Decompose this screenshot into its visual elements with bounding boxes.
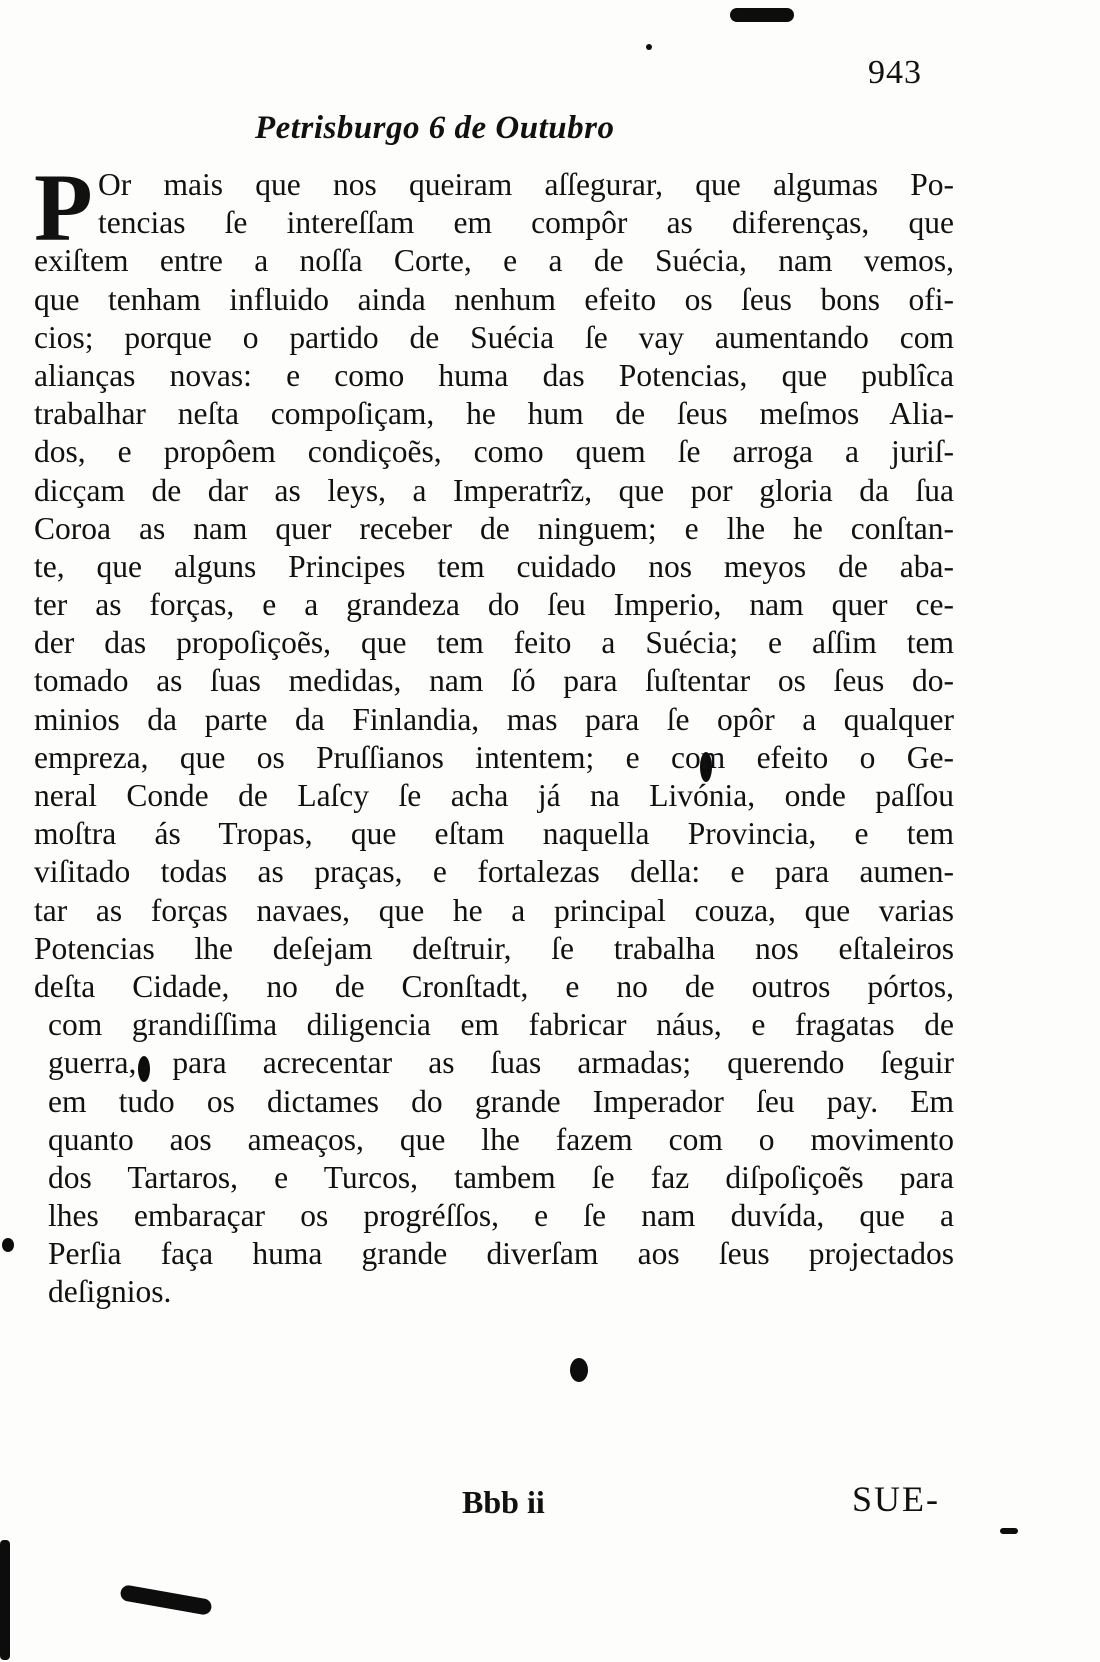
ink-smudge [1000, 1528, 1018, 1534]
text-line: viſitado todas as praças, e fortalezas della: e para aumen- [34, 854, 954, 890]
text-line: Perſia faça huma grande diverſam aos ſeus projectados [48, 1236, 954, 1272]
ink-smudge [0, 1540, 10, 1660]
text-line: tencias ſe intereſſam em compôr as diferenças, que [98, 205, 954, 241]
dateline: Petrisburgo 6 de Outubro [255, 110, 615, 146]
text-line: minios da parte da Finlandia, mas para ſe opôr a qualquer [34, 701, 954, 737]
text-line: deſta Cidade, no de Cronſtadt, e no de outros pórtos, [34, 968, 954, 1004]
text-line: der das propoſiçoẽs, que tem feito a Suécia; e aſſim tem [34, 625, 954, 661]
text-line: moſtra ás Tropas, que eſtam naquella Provincia, e tem [34, 816, 954, 852]
text-line: ter as forças, e a grandeza do ſeu Imperio, nam quer ce- [34, 587, 954, 623]
text-line: com grandiſſima diligencia em fabricar náus, e fragatas de [48, 1007, 954, 1043]
text-line: Or mais que nos queiram aſſegurar, que algumas Po- [98, 167, 954, 202]
article-body [34, 166, 954, 1312]
text-line: neral Conde de Laſcy ſe acha já na Livónia, onde paſſou [34, 778, 954, 813]
signature-mark: Bbb ii [462, 1484, 545, 1520]
text-line: alianças novas: e como huma das Potencias, que publîca [34, 357, 954, 393]
text-line: dos, e propôem condiçoẽs, como quem ſe arroga a juriſ- [34, 434, 954, 470]
text-line: guerra, para acrecentar as ſuas armadas; querendo ſeguir [48, 1045, 954, 1081]
ink-smudge [119, 1584, 212, 1616]
text-line: dicçam de dar as leys, a Imperatrîz, que por gloria da ſua [34, 472, 954, 508]
text-line: em tudo os dictames do grande Imperador ſeu pay. Em [48, 1083, 954, 1119]
text-line: empreza, que os Pruſſianos intentem; e com efeito o Ge- [34, 739, 954, 775]
text-line: deſignios. [48, 1274, 172, 1310]
text-line: Potencias lhe deſejam deſtruir, ſe trabalha nos eſtaleiros [34, 930, 954, 966]
text-line: te, que alguns Principes tem cuidado nos meyos de aba- [34, 548, 954, 584]
text-line: tomado as ſuas medidas, nam ſó para ſuſtentar os ſeus do- [34, 663, 954, 699]
text-line: quanto aos ameaços, que lhe fazem com o movimento [48, 1121, 954, 1157]
text-line: trabalhar neſta compoſiçam, he hum de ſeus meſmos Alia- [34, 396, 954, 432]
ink-dot [2, 1238, 14, 1252]
drop-cap: P [34, 154, 93, 261]
text-line: lhes embaraçar os progréſſos, e ſe nam duvída, que a [48, 1198, 954, 1234]
text-line: cios; porque o partido de Suécia ſe vay aumentando com [34, 319, 954, 355]
ink-dot [646, 44, 652, 50]
ink-blot [730, 8, 794, 22]
page-number: 943 [868, 54, 922, 91]
text-line: exiſtem entre a noſſa Corte, e a de Suécia, nam vemos, [34, 243, 954, 279]
catchword: SUE- [852, 1479, 940, 1519]
text-line: dos Tartaros, e Turcos, tambem ſe faz diſpoſiçoẽs para [48, 1159, 954, 1195]
text-line: Coroa as nam quer receber de ninguem; e lhe he conſtan- [34, 510, 954, 546]
text-line: que tenham influido ainda nenhum efeito os ſeus bons ofi- [34, 281, 954, 317]
text-line: tar as forças navaes, que he a principal couza, que varias [34, 892, 954, 928]
ink-dot [570, 1358, 588, 1382]
